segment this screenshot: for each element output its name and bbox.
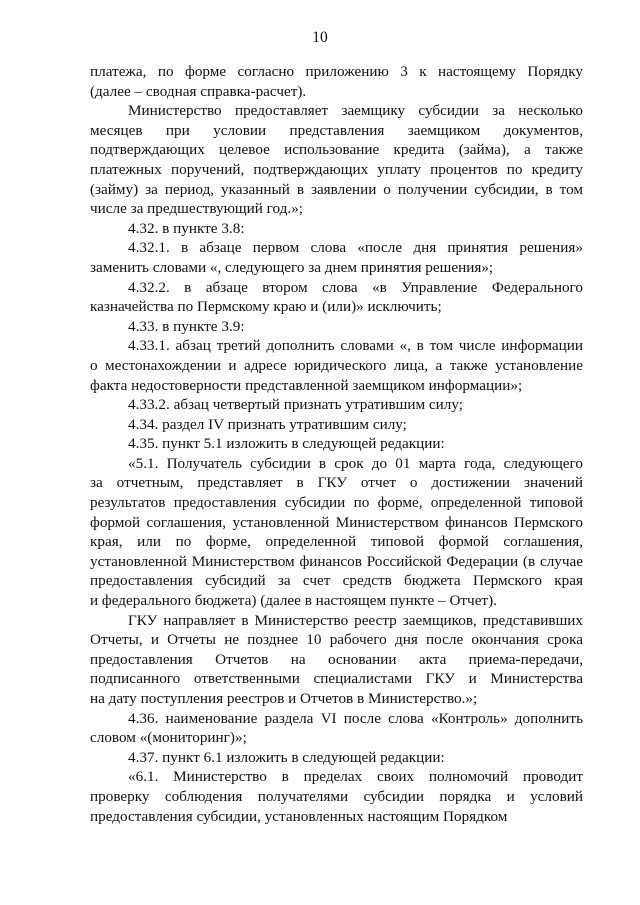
paragraph (90, 278, 583, 317)
text-line: 4.33. в пункте 3.9: (128, 317, 245, 335)
text-line: предоставления субсидий за счет средств бюджета Пермского края (90, 572, 583, 590)
text-line: 4.32.2. в абзаце втором слова «в Управление Федерального (128, 278, 583, 296)
text-line: казначейства по Пермскому краю и (или)» исключить; (90, 298, 442, 316)
text-line: платежных поручений, подтверждающих уплату процентов по кредиту (90, 160, 583, 178)
paragraph (90, 395, 583, 415)
text-line: 4.33.2. абзац четвертый признать утратившим силу; (128, 396, 463, 414)
text-line: «6.1. Министерство в пределах своих полномочий проводит (128, 768, 583, 786)
text-line: за отчетным, представляет в ГКУ отчет о достижении значений (90, 474, 583, 492)
text-line: ГКУ направляет в Министерство реестр заемщиков, представивших (128, 611, 583, 629)
text-line: формой соглашения, установленной Министерством финансов Пермского (90, 513, 583, 531)
text-line: установленной Министерством финансов Российской Федерации (в случае (90, 552, 583, 570)
text-line: месяцев при условии представления заемщиком документов, (90, 121, 583, 139)
paragraph (90, 611, 583, 709)
text-line: проверку соблюдения получателями субсидии порядка и условий (90, 787, 583, 805)
paragraph (90, 767, 583, 826)
paragraph (90, 709, 583, 748)
text-line: предоставления Отчетов на основании акта приема-передачи, (90, 650, 583, 668)
text-line: (займу) за период, указанный в заявлении о получении субсидии, в том (90, 180, 583, 198)
text-line: 4.32. в пункте 3.8: (128, 219, 245, 237)
text-line: числе за предшествующий год.»; (90, 200, 304, 218)
text-line: «5.1. Получатель субсидии в срок до 01 марта года, следующего (128, 454, 583, 472)
paragraph (90, 317, 583, 337)
text-line: 4.34. раздел IV признать утратившим силу; (128, 415, 407, 433)
text-line: факта недостоверности представленной заемщиком информации»; (90, 376, 523, 394)
paragraph (90, 748, 583, 768)
text-line: 4.32.1. в абзаце первом слова «после дня принятия решения» (128, 239, 583, 257)
text-line: заменить словами «, следующего за днем принятия решения»; (90, 258, 494, 276)
paragraph (90, 101, 583, 219)
text-line: подтверждающих целевое использование кредита (займа), а также (90, 141, 583, 159)
text-line: и федерального бюджета) (далее в настоящем пункте – Отчет). (90, 592, 497, 610)
text-line: (далее – сводная справка-расчет). (90, 82, 307, 100)
text-line: подписанного ответственными специалистами ГКУ и Министерства (90, 670, 583, 688)
paragraph (90, 434, 583, 454)
text-line: 4.35. пункт 5.1 изложить в следующей редакции: (128, 435, 445, 453)
paragraph (90, 238, 583, 277)
page-number: 10 (312, 29, 328, 46)
text-line: 4.37. пункт 6.1 изложить в следующей редакции: (128, 748, 445, 766)
text-line: края, или по форме, определенной типовой формой соглашения, (90, 533, 583, 551)
text-line: результатов предоставления субсидии по форме, определенной типовой (90, 494, 583, 512)
paragraph (90, 454, 583, 611)
text-line: платежа, по форме согласно приложению 3 к настоящему Порядку (90, 63, 583, 80)
document-body (90, 62, 583, 826)
text-line: Министерство предоставляет заемщику субсидии за несколько (128, 102, 583, 120)
paragraph (90, 62, 583, 101)
paragraph (90, 336, 583, 395)
text-line: словом «(мониторинг)»; (90, 729, 247, 747)
paragraph (90, 415, 583, 435)
text-line: о местонахождении и адресе юридического лица, а также установление (90, 356, 583, 374)
text-line: 4.36. наименование раздела VI после слова «Контроль» дополнить (128, 709, 583, 727)
paragraph (90, 219, 583, 239)
text-line: Отчеты, и Отчеты не позднее 10 рабочего дня после окончания срока (90, 631, 583, 649)
text-line: 4.33.1. абзац третий дополнить словами «, в том числе информации (128, 337, 583, 355)
text-line: предоставления субсидии, установленных настоящим Порядком (90, 807, 508, 825)
text-line: на дату поступления реестров и Отчетов в Министерство.»; (90, 690, 478, 707)
